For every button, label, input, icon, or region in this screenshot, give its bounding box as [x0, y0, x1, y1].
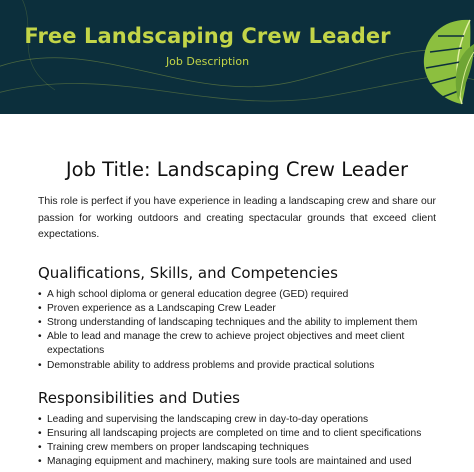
- list-item: • Managing equipment and machinery, making sure tools are maintained and used: [38, 455, 436, 469]
- section-heading-responsibilities: Responsibilities and Duties: [38, 388, 241, 407]
- list-item: • Able to lead and manage the crew to achieve project objectives and meet client expectations: [38, 330, 436, 358]
- job-title-heading: Job Title: Landscaping Crew Leader: [65, 158, 409, 181]
- list-item: • Demonstrable ability to address problems and provide practical solutions: [38, 359, 436, 373]
- responsibilities-section: [38, 389, 436, 470]
- responsibilities-list: [38, 413, 436, 470]
- qualifications-list: [38, 288, 436, 373]
- section-heading-qualifications: Qualifications, Skills, and Competencies: [38, 263, 338, 282]
- banner-subtitle: Job Description: [165, 55, 250, 68]
- banner-title: Free Landscaping Crew Leader: [24, 24, 391, 48]
- list-item: • A high school diploma or general education degree (GED) required: [38, 288, 436, 302]
- list-item: • Training crew members on proper landscaping techniques: [38, 441, 436, 455]
- header-banner: [0, 0, 474, 114]
- tropical-leaf-icon: [406, 14, 474, 106]
- qualifications-section: [38, 264, 436, 373]
- list-item: • Ensuring all landscaping projects are completed on time and to client specifications: [38, 427, 436, 441]
- list-item: • Strong understanding of landscaping techniques and the ability to implement them: [38, 316, 436, 330]
- list-item: • Leading and supervising the landscaping crew in day-to-day operations: [38, 413, 436, 427]
- list-item: • Proven experience as a Landscaping Crew Leader: [38, 302, 436, 316]
- document-body: [38, 158, 436, 470]
- intro-paragraph: This role is perfect if you have experience in leading a landscaping crew and share our passion for working outdoors and creating spectacular grounds that exceed client expectations.: [38, 196, 436, 240]
